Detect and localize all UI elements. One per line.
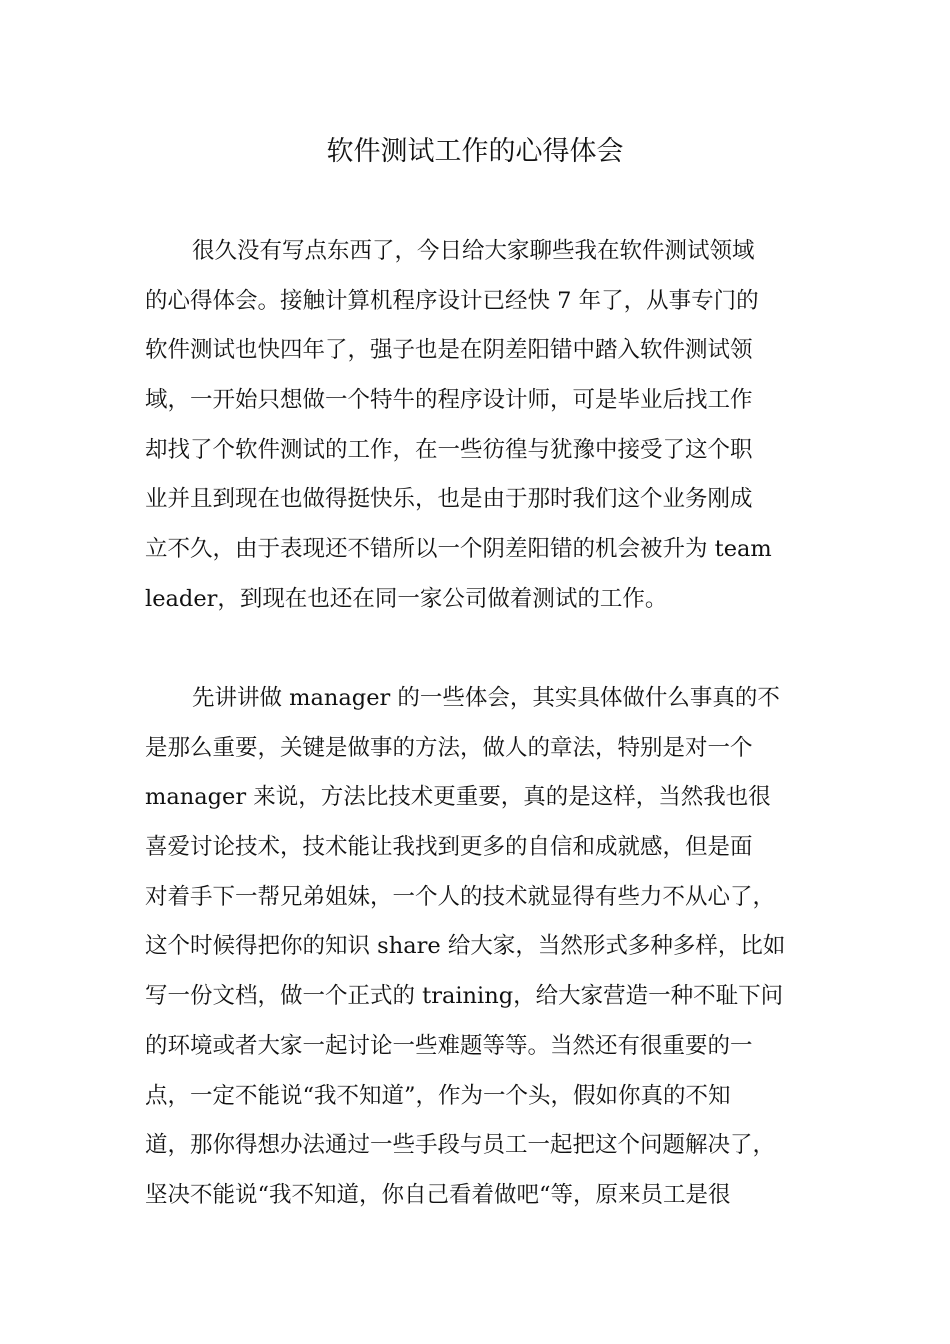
text-line: leader，到现在也还在同一家公司做着测试的工作。 — [145, 585, 668, 612]
text-line: 这个时候得把你的知识 share 给大家，当然形式多种多样，比如 — [145, 933, 786, 960]
text-line: 的心得体会。接触计算机程序设计已经快 7 年了，从事专门的 — [145, 287, 759, 314]
text-line: 先讲讲做 manager 的一些体会，其实具体做什么事真的不 — [192, 685, 780, 711]
text-line: 的环境或者大家一起讨论一些难题等等。当然还有很重要的一 — [145, 1032, 753, 1059]
text-line: 对着手下一帮兄弟姐妹，一个人的技术就显得有些力不从心了， — [145, 883, 776, 910]
text-line: 很久没有写点东西了，今日给大家聊些我在软件测试领域 — [192, 238, 755, 264]
text-line: 却找了个软件测试的工作，在一些彷徨与犹豫中接受了这个职 — [145, 436, 753, 463]
text-line: manager 来说，方法比技术更重要，真的是这样，当然我也很 — [145, 784, 771, 811]
text-line: 喜爱讨论技术，技术能让我找到更多的自信和成就感，但是面 — [145, 834, 753, 861]
text-line: 业并且到现在也做得挺快乐，也是由于那时我们这个业务刚成 — [145, 486, 753, 513]
text-line: 域，一开始只想做一个特牛的程序设计师，可是毕业后找工作 — [145, 387, 753, 414]
paragraph — [145, 227, 825, 625]
text-line: 立不久，由于表现还不错所以一个阴差阳错的机会被升为 team — [145, 536, 772, 563]
text-line: 道，那你得想办法通过一些手段与员工一起把这个问题解决了， — [145, 1132, 776, 1159]
text-line: 写一份文档，做一个正式的 training，给大家营造一种不耻下问 — [145, 983, 784, 1010]
document-title: 软件测试工作的心得体会 — [326, 136, 624, 167]
text-line: 坚决不能说“我不知道，你自己看着做吧“等，原来员工是很 — [145, 1181, 731, 1208]
paragraph — [145, 674, 825, 1221]
text-line: 点，一定不能说“我不知道”，作为一个头，假如你真的不知 — [145, 1082, 731, 1109]
text-line: 是那么重要，关键是做事的方法，做人的章法，特别是对一个 — [145, 734, 753, 761]
text-line: 软件测试也快四年了，强子也是在阴差阳错中踏入软件测试领 — [145, 337, 753, 364]
